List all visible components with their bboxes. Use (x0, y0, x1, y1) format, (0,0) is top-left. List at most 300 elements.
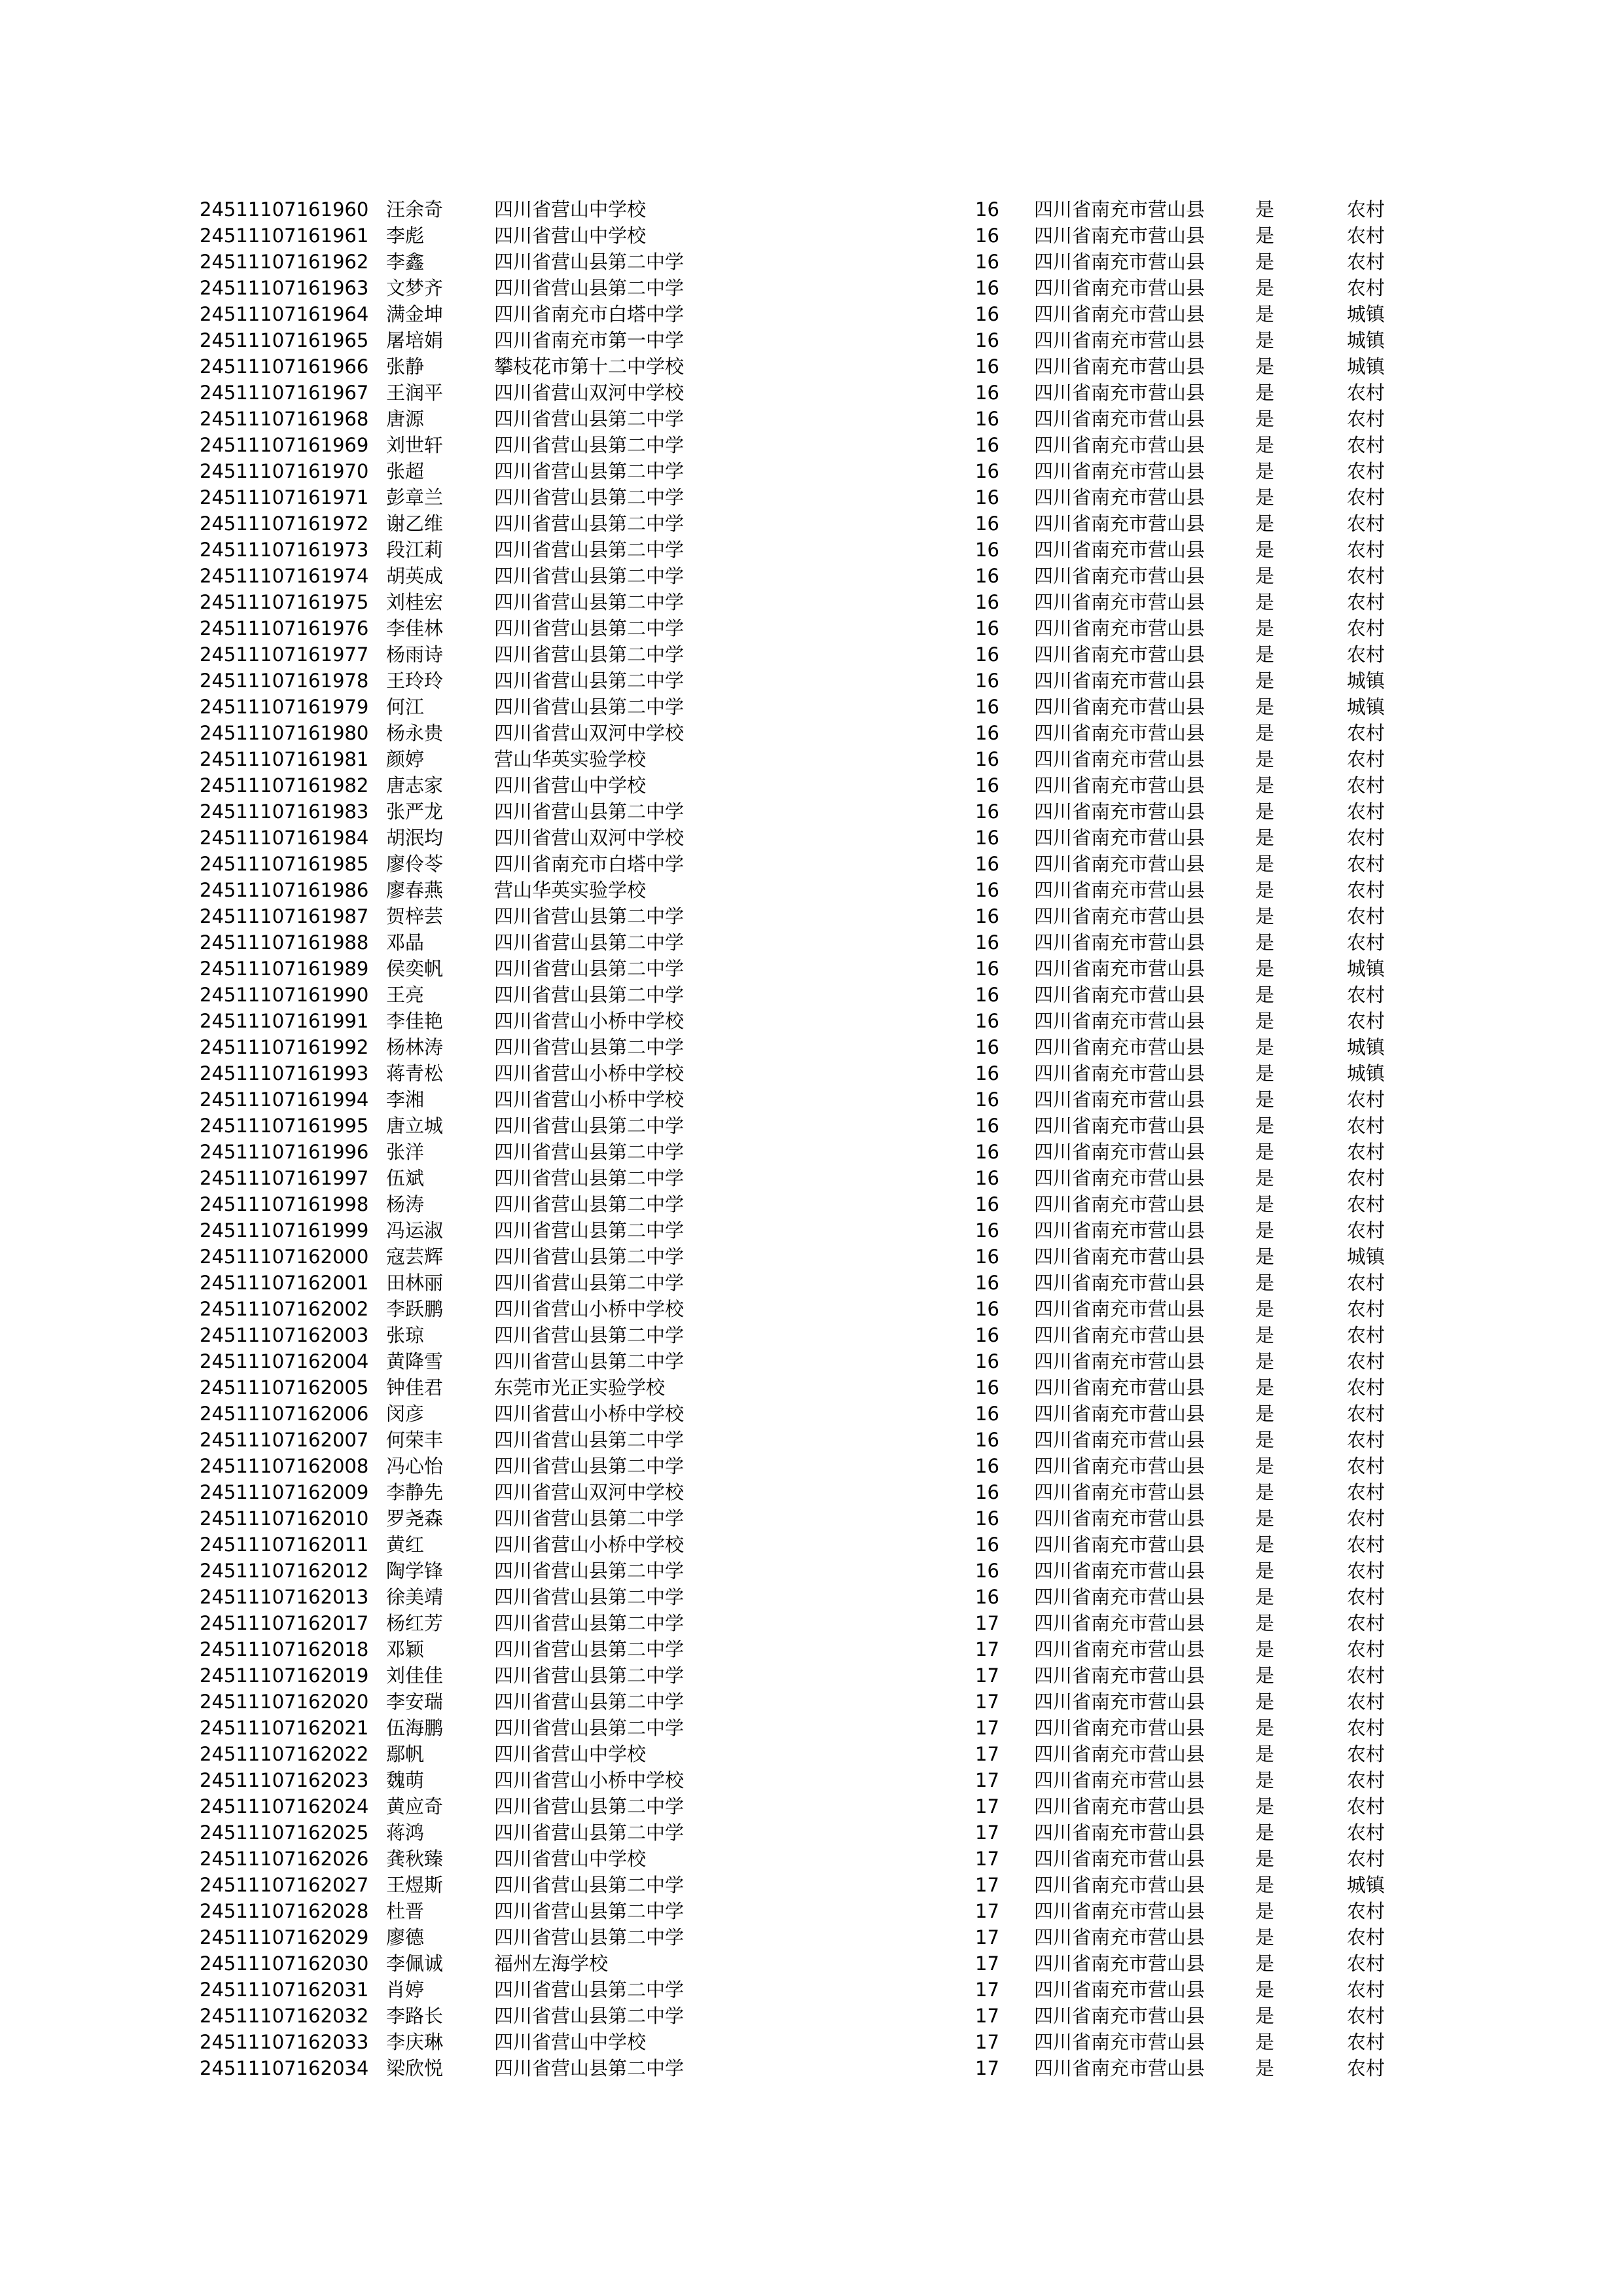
cell-area-type: 农村 (1347, 1324, 1385, 1346)
cell-area-type: 农村 (1347, 879, 1385, 901)
cell-address: 四川省南充市营山县 (1034, 565, 1205, 587)
cell-area-type: 农村 (1347, 1429, 1385, 1451)
cell-area-type: 农村 (1347, 1769, 1385, 1791)
cell-school: 东莞市光正实验学校 (494, 1376, 666, 1399)
cell-name: 钟佳君 (386, 1376, 444, 1399)
cell-id: 24511107162008 (200, 1455, 369, 1477)
cell-address: 四川省南充市营山县 (1034, 931, 1205, 954)
cell-address: 四川省南充市营山县 (1034, 1507, 1205, 1530)
cell-area-type: 农村 (1347, 722, 1385, 744)
cell-school: 四川省营山中学校 (494, 1848, 647, 1870)
cell-id: 24511107162013 (200, 1586, 369, 1608)
table-row (0, 668, 1623, 694)
cell-id: 24511107161991 (200, 1010, 369, 1032)
cell-area-type: 农村 (1347, 1586, 1385, 1608)
cell-number: 17 (975, 1638, 999, 1660)
cell-school: 四川省营山双河中学校 (494, 382, 685, 404)
table-row (0, 249, 1623, 275)
cell-address: 四川省南充市营山县 (1034, 1586, 1205, 1608)
cell-id: 24511107162009 (200, 1481, 369, 1503)
cell-area-type: 城镇 (1347, 670, 1385, 692)
cell-address: 四川省南充市营山县 (1034, 1664, 1205, 1687)
cell-number: 17 (975, 2057, 999, 2079)
cell-number: 16 (975, 1141, 999, 1163)
cell-flag: 是 (1255, 460, 1275, 482)
cell-area-type: 农村 (1347, 617, 1385, 639)
cell-area-type: 农村 (1347, 224, 1385, 247)
cell-number: 17 (975, 1691, 999, 1713)
cell-number: 16 (975, 434, 999, 456)
table-row (0, 746, 1623, 772)
cell-address: 四川省南充市营山县 (1034, 1795, 1205, 1818)
table-row (0, 2003, 1623, 2029)
cell-name: 王亮 (386, 984, 425, 1006)
cell-area-type: 城镇 (1347, 303, 1385, 325)
cell-name: 杨林涛 (386, 1036, 444, 1058)
cell-flag: 是 (1255, 2005, 1275, 2027)
cell-flag: 是 (1255, 958, 1275, 980)
cell-address: 四川省南充市营山县 (1034, 1821, 1205, 1844)
table-row (0, 353, 1623, 380)
cell-name: 闵彦 (386, 1403, 425, 1425)
cell-address: 四川省南充市营山县 (1034, 408, 1205, 430)
cell-area-type: 农村 (1347, 905, 1385, 927)
cell-area-type: 农村 (1347, 198, 1385, 221)
cell-name: 寇芸辉 (386, 1246, 444, 1268)
table-row (0, 406, 1623, 432)
table-row (0, 1034, 1623, 1060)
cell-school: 四川省营山县第二中学 (494, 1638, 685, 1660)
cell-flag: 是 (1255, 1952, 1275, 1975)
cell-address: 四川省南充市营山县 (1034, 1246, 1205, 1268)
cell-school: 四川省营山县第二中学 (494, 1246, 685, 1268)
cell-area-type: 农村 (1347, 1717, 1385, 1739)
cell-name: 何荣丰 (386, 1429, 444, 1451)
cell-address: 四川省南充市营山县 (1034, 1979, 1205, 2001)
cell-school: 四川省营山小桥中学校 (494, 1403, 685, 1425)
cell-school: 福州左海学校 (494, 1952, 609, 1975)
cell-number: 16 (975, 1167, 999, 1189)
cell-id: 24511107161966 (200, 355, 369, 378)
cell-name: 谢乙维 (386, 512, 444, 535)
cell-number: 16 (975, 329, 999, 351)
cell-address: 四川省南充市营山县 (1034, 1952, 1205, 1975)
table-row (0, 720, 1623, 746)
table-row (0, 1165, 1623, 1191)
table-row (0, 1662, 1623, 1689)
cell-name: 李跃鹏 (386, 1298, 444, 1320)
cell-name: 张超 (386, 460, 425, 482)
cell-number: 16 (975, 251, 999, 273)
cell-area-type: 农村 (1347, 251, 1385, 273)
cell-number: 16 (975, 1088, 999, 1111)
table-row (0, 956, 1623, 982)
cell-name: 张洋 (386, 1141, 425, 1163)
cell-area-type: 农村 (1347, 1638, 1385, 1660)
cell-number: 16 (975, 722, 999, 744)
cell-school: 四川省营山双河中学校 (494, 1481, 685, 1503)
cell-flag: 是 (1255, 277, 1275, 299)
cell-address: 四川省南充市营山县 (1034, 827, 1205, 849)
cell-area-type: 农村 (1347, 1691, 1385, 1713)
cell-school: 四川省营山县第二中学 (494, 1272, 685, 1294)
cell-flag: 是 (1255, 1586, 1275, 1608)
cell-school: 四川省营山县第二中学 (494, 408, 685, 430)
cell-number: 16 (975, 800, 999, 823)
cell-id: 24511107161996 (200, 1141, 369, 1163)
cell-flag: 是 (1255, 1141, 1275, 1163)
table-row (0, 825, 1623, 851)
cell-school: 四川省营山县第二中学 (494, 670, 685, 692)
cell-school: 四川省营山双河中学校 (494, 722, 685, 744)
cell-number: 16 (975, 277, 999, 299)
cell-flag: 是 (1255, 1638, 1275, 1660)
table-row (0, 563, 1623, 589)
cell-school: 攀枝花市第十二中学校 (494, 355, 685, 378)
cell-school: 四川省营山县第二中学 (494, 1560, 685, 1582)
table-row (0, 1270, 1623, 1296)
cell-id: 24511107162034 (200, 2057, 369, 2079)
cell-area-type: 农村 (1347, 1272, 1385, 1294)
cell-name: 黄降雪 (386, 1350, 444, 1372)
table-row (0, 1584, 1623, 1610)
cell-flag: 是 (1255, 1219, 1275, 1242)
cell-school: 四川省营山县第二中学 (494, 1324, 685, 1346)
cell-id: 24511107162010 (200, 1507, 369, 1530)
cell-flag: 是 (1255, 1717, 1275, 1739)
cell-address: 四川省南充市营山县 (1034, 722, 1205, 744)
cell-flag: 是 (1255, 748, 1275, 770)
table-row (0, 694, 1623, 720)
cell-school: 四川省营山县第二中学 (494, 434, 685, 456)
cell-id: 24511107161977 (200, 643, 369, 666)
cell-id: 24511107161983 (200, 800, 369, 823)
cell-flag: 是 (1255, 1403, 1275, 1425)
cell-number: 16 (975, 1324, 999, 1346)
cell-flag: 是 (1255, 827, 1275, 849)
cell-name: 李彪 (386, 224, 425, 247)
cell-address: 四川省南充市营山县 (1034, 1324, 1205, 1346)
table-row (0, 1113, 1623, 1139)
cell-area-type: 农村 (1347, 486, 1385, 509)
cell-number: 16 (975, 905, 999, 927)
cell-school: 四川省营山县第二中学 (494, 1141, 685, 1163)
cell-area-type: 农村 (1347, 382, 1385, 404)
table-row (0, 1060, 1623, 1086)
cell-number: 16 (975, 853, 999, 875)
cell-address: 四川省南充市营山县 (1034, 1036, 1205, 1058)
cell-address: 四川省南充市营山县 (1034, 1193, 1205, 1215)
cell-id: 24511107161968 (200, 408, 369, 430)
cell-name: 廖德 (386, 1926, 425, 1948)
cell-number: 16 (975, 931, 999, 954)
cell-number: 16 (975, 1481, 999, 1503)
cell-address: 四川省南充市营山县 (1034, 434, 1205, 456)
cell-address: 四川省南充市营山县 (1034, 1769, 1205, 1791)
cell-number: 16 (975, 1298, 999, 1320)
cell-school: 四川省营山县第二中学 (494, 1586, 685, 1608)
cell-school: 四川省营山小桥中学校 (494, 1010, 685, 1032)
cell-id: 24511107162028 (200, 1900, 369, 1922)
cell-number: 16 (975, 1350, 999, 1372)
cell-id: 24511107162005 (200, 1376, 369, 1399)
cell-id: 24511107161964 (200, 303, 369, 325)
cell-area-type: 农村 (1347, 1926, 1385, 1948)
table-row (0, 1532, 1623, 1558)
cell-area-type: 城镇 (1347, 958, 1385, 980)
cell-flag: 是 (1255, 905, 1275, 927)
cell-number: 16 (975, 1376, 999, 1399)
table-row (0, 380, 1623, 406)
cell-name: 徐美靖 (386, 1586, 444, 1608)
cell-number: 16 (975, 355, 999, 378)
cell-address: 四川省南充市营山县 (1034, 1638, 1205, 1660)
cell-name: 杨红芳 (386, 1612, 444, 1634)
cell-name: 段江莉 (386, 539, 444, 561)
cell-area-type: 农村 (1347, 565, 1385, 587)
cell-address: 四川省南充市营山县 (1034, 1481, 1205, 1503)
cell-number: 16 (975, 879, 999, 901)
cell-flag: 是 (1255, 565, 1275, 587)
table-row (0, 1689, 1623, 1715)
cell-name: 李佳艳 (386, 1010, 444, 1032)
cell-number: 17 (975, 1743, 999, 1765)
cell-area-type: 农村 (1347, 1795, 1385, 1818)
cell-address: 四川省南充市营山县 (1034, 2057, 1205, 2079)
cell-area-type: 农村 (1347, 1193, 1385, 1215)
cell-address: 四川省南充市营山县 (1034, 1376, 1205, 1399)
cell-id: 24511107161967 (200, 382, 369, 404)
cell-number: 16 (975, 1036, 999, 1058)
cell-school: 四川省营山县第二中学 (494, 958, 685, 980)
cell-number: 16 (975, 1246, 999, 1268)
cell-number: 16 (975, 1586, 999, 1608)
cell-number: 16 (975, 1062, 999, 1085)
table-row (0, 1008, 1623, 1034)
cell-flag: 是 (1255, 1900, 1275, 1922)
cell-address: 四川省南充市营山县 (1034, 251, 1205, 273)
cell-id: 24511107162027 (200, 1874, 369, 1896)
cell-number: 16 (975, 1219, 999, 1242)
cell-number: 16 (975, 486, 999, 509)
cell-id: 24511107162023 (200, 1769, 369, 1791)
cell-school: 四川省营山县第二中学 (494, 539, 685, 561)
cell-id: 24511107162020 (200, 1691, 369, 1713)
data-table (0, 196, 1623, 2081)
cell-area-type: 农村 (1347, 1010, 1385, 1032)
cell-address: 四川省南充市营山县 (1034, 1926, 1205, 1948)
cell-name: 蒋青松 (386, 1062, 444, 1085)
cell-area-type: 农村 (1347, 774, 1385, 797)
cell-flag: 是 (1255, 879, 1275, 901)
cell-address: 四川省南充市营山县 (1034, 1272, 1205, 1294)
cell-address: 四川省南充市营山县 (1034, 1141, 1205, 1163)
cell-name: 黄应奇 (386, 1795, 444, 1818)
cell-area-type: 农村 (1347, 1848, 1385, 1870)
cell-name: 李鑫 (386, 251, 425, 273)
cell-school: 四川省营山县第二中学 (494, 1219, 685, 1242)
cell-area-type: 城镇 (1347, 329, 1385, 351)
cell-name: 杜晋 (386, 1900, 425, 1922)
cell-id: 24511107162033 (200, 2031, 369, 2053)
table-row (0, 1086, 1623, 1113)
cell-area-type: 农村 (1347, 539, 1385, 561)
cell-flag: 是 (1255, 224, 1275, 247)
cell-name: 唐源 (386, 408, 425, 430)
cell-school: 四川省营山县第二中学 (494, 512, 685, 535)
cell-area-type: 农村 (1347, 2031, 1385, 2053)
cell-number: 16 (975, 382, 999, 404)
table-row (0, 458, 1623, 484)
cell-flag: 是 (1255, 1691, 1275, 1713)
cell-flag: 是 (1255, 1193, 1275, 1215)
cell-name: 李佩诚 (386, 1952, 444, 1975)
cell-id: 24511107161965 (200, 329, 369, 351)
cell-area-type: 农村 (1347, 1167, 1385, 1189)
cell-address: 四川省南充市营山县 (1034, 1115, 1205, 1137)
cell-id: 24511107161990 (200, 984, 369, 1006)
cell-flag: 是 (1255, 1272, 1275, 1294)
cell-name: 张严龙 (386, 800, 444, 823)
cell-school: 四川省营山县第二中学 (494, 591, 685, 613)
cell-id: 24511107161961 (200, 224, 369, 247)
cell-flag: 是 (1255, 512, 1275, 535)
cell-flag: 是 (1255, 1088, 1275, 1111)
table-row (0, 772, 1623, 798)
cell-number: 17 (975, 1952, 999, 1975)
table-row (0, 301, 1623, 327)
cell-id: 24511107162031 (200, 1979, 369, 2001)
cell-address: 四川省南充市营山县 (1034, 1062, 1205, 1085)
cell-school: 四川省营山县第二中学 (494, 1455, 685, 1477)
cell-flag: 是 (1255, 1979, 1275, 2001)
cell-flag: 是 (1255, 1874, 1275, 1896)
cell-school: 四川省营山小桥中学校 (494, 1534, 685, 1556)
cell-name: 彭章兰 (386, 486, 444, 509)
cell-id: 24511107162006 (200, 1403, 369, 1425)
cell-name: 邓颖 (386, 1638, 425, 1660)
cell-name: 龚秋臻 (386, 1848, 444, 1870)
table-row (0, 929, 1623, 956)
table-row (0, 511, 1623, 537)
cell-school: 四川省营山县第二中学 (494, 277, 685, 299)
cell-address: 四川省南充市营山县 (1034, 1743, 1205, 1765)
cell-school: 四川省营山县第二中学 (494, 800, 685, 823)
cell-id: 24511107162032 (200, 2005, 369, 2027)
cell-number: 17 (975, 1848, 999, 1870)
cell-id: 24511107162003 (200, 1324, 369, 1346)
cell-area-type: 城镇 (1347, 696, 1385, 718)
cell-id: 24511107162019 (200, 1664, 369, 1687)
cell-id: 24511107162011 (200, 1534, 369, 1556)
cell-school: 四川省营山县第二中学 (494, 251, 685, 273)
cell-number: 17 (975, 1821, 999, 1844)
cell-area-type: 农村 (1347, 277, 1385, 299)
cell-school: 四川省营山县第二中学 (494, 1036, 685, 1058)
table-row (0, 1767, 1623, 1793)
cell-name: 屠培娟 (386, 329, 444, 351)
cell-id: 24511107161988 (200, 931, 369, 954)
cell-id: 24511107161979 (200, 696, 369, 718)
cell-address: 四川省南充市营山县 (1034, 1455, 1205, 1477)
table-row (0, 1322, 1623, 1348)
cell-name: 张琼 (386, 1324, 425, 1346)
cell-id: 24511107161998 (200, 1193, 369, 1215)
table-row (0, 851, 1623, 877)
cell-flag: 是 (1255, 853, 1275, 875)
cell-id: 24511107161994 (200, 1088, 369, 1111)
cell-address: 四川省南充市营山县 (1034, 1350, 1205, 1372)
cell-id: 24511107162000 (200, 1246, 369, 1268)
cell-id: 24511107161993 (200, 1062, 369, 1085)
cell-number: 17 (975, 1874, 999, 1896)
cell-flag: 是 (1255, 382, 1275, 404)
cell-number: 16 (975, 460, 999, 482)
cell-area-type: 农村 (1347, 1979, 1385, 2001)
cell-address: 四川省南充市营山县 (1034, 853, 1205, 875)
cell-number: 16 (975, 224, 999, 247)
cell-flag: 是 (1255, 355, 1275, 378)
cell-id: 24511107161985 (200, 853, 369, 875)
cell-name: 肖婷 (386, 1979, 425, 2001)
cell-flag: 是 (1255, 1534, 1275, 1556)
cell-address: 四川省南充市营山县 (1034, 879, 1205, 901)
cell-school: 四川省营山中学校 (494, 1743, 647, 1765)
cell-flag: 是 (1255, 1926, 1275, 1948)
cell-id: 24511107161971 (200, 486, 369, 509)
cell-address: 四川省南充市营山县 (1034, 905, 1205, 927)
cell-flag: 是 (1255, 1115, 1275, 1137)
cell-address: 四川省南充市营山县 (1034, 1612, 1205, 1634)
cell-school: 四川省营山县第二中学 (494, 1167, 685, 1189)
table-row (0, 1453, 1623, 1479)
cell-number: 16 (975, 827, 999, 849)
cell-address: 四川省南充市营山县 (1034, 1560, 1205, 1582)
cell-area-type: 农村 (1347, 1481, 1385, 1503)
cell-id: 24511107161978 (200, 670, 369, 692)
cell-number: 17 (975, 1664, 999, 1687)
table-row (0, 1636, 1623, 1662)
cell-area-type: 农村 (1347, 1534, 1385, 1556)
cell-id: 24511107161987 (200, 905, 369, 927)
cell-number: 16 (975, 774, 999, 797)
cell-name: 胡泯均 (386, 827, 444, 849)
cell-flag: 是 (1255, 1769, 1275, 1791)
cell-flag: 是 (1255, 1062, 1275, 1085)
cell-address: 四川省南充市营山县 (1034, 1848, 1205, 1870)
cell-school: 四川省营山县第二中学 (494, 1507, 685, 1530)
cell-id: 24511107161999 (200, 1219, 369, 1242)
cell-school: 四川省营山双河中学校 (494, 827, 685, 849)
cell-name: 贺梓芸 (386, 905, 444, 927)
cell-number: 17 (975, 1900, 999, 1922)
cell-id: 24511107161986 (200, 879, 369, 901)
table-row (0, 589, 1623, 615)
cell-number: 16 (975, 958, 999, 980)
cell-flag: 是 (1255, 408, 1275, 430)
table-row (0, 1191, 1623, 1217)
cell-address: 四川省南充市营山县 (1034, 591, 1205, 613)
table-row (0, 1977, 1623, 2003)
cell-flag: 是 (1255, 984, 1275, 1006)
cell-address: 四川省南充市营山县 (1034, 1403, 1205, 1425)
cell-number: 16 (975, 512, 999, 535)
cell-school: 四川省营山小桥中学校 (494, 1088, 685, 1111)
cell-area-type: 农村 (1347, 1664, 1385, 1687)
table-row (0, 1741, 1623, 1767)
table-row (0, 1898, 1623, 1924)
cell-area-type: 农村 (1347, 1298, 1385, 1320)
